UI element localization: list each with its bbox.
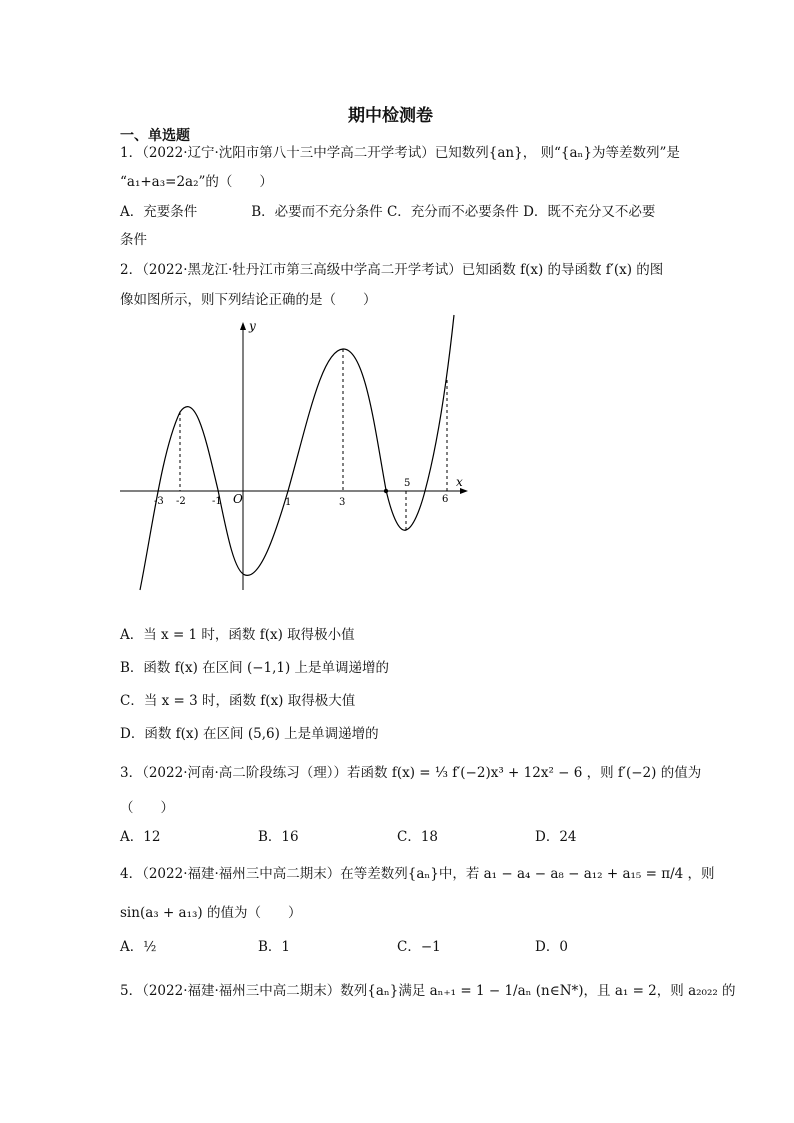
page-title: 期中检测卷 [348,106,433,126]
q2-stem-line2: 像如图所示，则下列结论正确的是（ ） [120,292,377,308]
tick-label-minus3: -3 [154,496,164,507]
q3-option-d: D．24 [535,829,577,845]
section-heading: 一、单选题 [120,128,190,144]
q2-option-b: B．函数 f(x) 在区间 (−1,1) 上是单调递增的 [120,660,390,676]
tick-label-6: 6 [442,494,449,505]
q4-option-b: B．1 [258,939,291,955]
derivative-curve [140,315,454,590]
q2-stem-line1: 2．（2022·黑龙江·牡丹江市第三高级中学高二开学考试）已知函数 f(x) 的导函数 f′(x) 的图 [120,262,664,278]
q2-option-c: C．当 x = 3 时，函数 f(x) 取得极大值 [120,693,356,709]
q1-options: A．充要条件 B．必要而不充分条件 C．充分而不必要条件 D．既不充分又不必要 [120,204,656,220]
q4-option-a: A．½ [120,939,157,955]
y-axis-label: y [249,319,256,333]
q4-stem-line1: 4．（2022·福建·福州三中高二期末）在等差数列{aₙ}中，若 a₁ − a₄ − a₈ − a₁₂ + a₁₅ = π/4 ，则 [120,866,715,882]
tick-label-minus2: -2 [176,496,186,507]
q3-stem-line1: 3．（2022·河南·高二阶段练习（理））若函数 f(x) = ⅓ f′(−2)x³ + 12x² − 6 ，则 f′(−2) 的值为 [120,765,702,781]
tick-label-1: 1 [285,497,292,508]
x-axis-label: x [456,475,463,489]
q4-option-d: D．0 [535,939,568,955]
q1-stem-line1: 1．（2022·辽宁·沈阳市第八十三中学高二开学考试）已知数列{an}， 则“{aₙ}为等差数列”是 [120,145,680,161]
q3-option-b: B．16 [258,829,299,845]
tick-label-3: 3 [339,497,346,508]
q4-option-c: C．−1 [397,939,441,955]
root-point [384,489,388,493]
y-axis-arrow [240,322,246,330]
q2-option-d: D．函数 f(x) 在区间 (5,6) 上是单调递增的 [120,726,379,742]
tick-label-5: 5 [404,478,411,489]
derivative-graph [110,310,480,595]
q5-stem-line1: 5．（2022·福建·福州三中高二期末）数列{aₙ}满足 aₙ₊₁ = 1 − 1/aₙ (n∈N*)，且 a₁ = 2，则 a₂₀₂₂ 的 [120,983,736,999]
tick-label-minus1: -1 [212,496,222,507]
q4-stem-line2: sin(a₃ + a₁₃) 的值为（ ） [120,905,302,921]
q3-stem-line2: （ ） [120,800,174,816]
q2-option-a: A．当 x = 1 时，函数 f(x) 取得极小值 [120,627,355,643]
q3-option-a: A．12 [120,829,161,845]
origin-label: O [233,492,243,506]
q1-stem-line2: “a₁+a₃=2a₂”的（ ） [120,174,273,190]
q3-option-c: C．18 [397,829,439,845]
q1-option-wrap: 条件 [120,232,147,248]
